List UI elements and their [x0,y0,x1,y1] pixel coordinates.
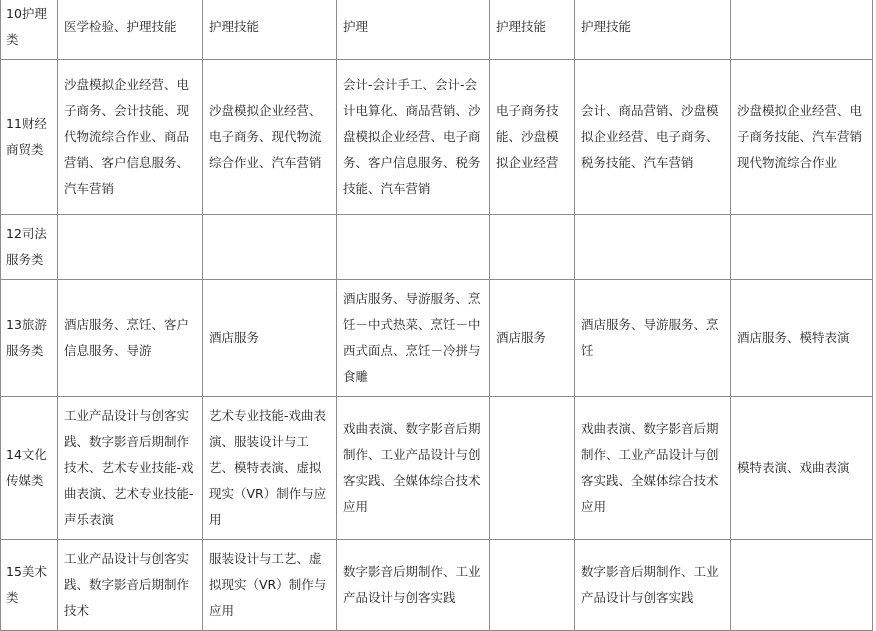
table-cell [203,0,337,60]
table-row-finance-trade [1,60,873,215]
category-label: 12司法服务类 [6,226,47,267]
cell-text: 数字影音后期制作、工业产品设计与创客实践 [581,564,719,605]
table-cell [731,540,873,631]
table-cell [337,540,490,631]
table-cell [337,397,490,540]
category-cell [1,397,58,540]
category-cell [1,280,58,397]
cell-text: 酒店服务 [209,330,260,345]
cell-text: 沙盘模拟企业经营、电子商务技能、汽车营销现代物流综合作业 [737,103,863,170]
cell-text: 艺术专业技能-戏曲表演、服装设计与工艺、模特表演、虚拟现实（VR）制作与应用 [209,408,327,527]
category-cell [1,215,58,280]
table-row-culture-media [1,397,873,540]
table-cell [203,60,337,215]
table-row-tourism-service [1,280,873,397]
table-row-nursing [1,0,873,60]
table-cell [731,280,873,397]
cell-text: 酒店服务、模特表演 [737,330,850,345]
cell-text: 数字影音后期制作、工业产品设计与创客实践 [343,564,481,605]
table-cell [337,280,490,397]
category-cell [1,60,58,215]
cell-text: 会计、商品营销、沙盘模拟企业经营、电子商务、税务技能、汽车营销 [581,103,719,170]
cell-text: 护理 [343,19,369,34]
table-row-fine-arts [1,540,873,631]
cell-text: 戏曲表演、数字影音后期制作、工业产品设计与创客实践、全媒体综合技术应用 [581,421,719,514]
table-cell [203,280,337,397]
table-cell [575,397,731,540]
category-cell [1,0,58,60]
table-row-judicial-service [1,215,873,280]
table-cell [203,397,337,540]
cell-text: 工业产品设计与创客实践、数字影音后期制作技术、艺术专业技能-戏曲表演、艺术专业技能-声乐表演 [64,408,194,527]
table-cell [731,0,873,60]
table-cell [58,540,203,631]
cell-text: 戏曲表演、数字影音后期制作、工业产品设计与创客实践、全媒体综合技术应用 [343,421,481,514]
table-cell [575,60,731,215]
table-cell [337,215,490,280]
table-cell [58,215,203,280]
table-cell [575,280,731,397]
cell-text: 酒店服务、烹饪、客户信息服务、导游 [64,317,190,358]
table-cell [203,540,337,631]
cell-text: 医学检验、护理技能 [64,19,177,34]
table-cell [58,0,203,60]
category-cell [1,540,58,631]
table-cell [58,397,203,540]
table-cell [58,60,203,215]
cell-text: 护理技能 [496,19,547,34]
cell-text: 护理技能 [581,19,632,34]
category-label: 15美术类 [6,564,47,605]
category-label: 14文化传媒类 [6,447,47,488]
table-cell [575,215,731,280]
cell-text: 会计-会计手工、会计-会计电算化、商品营销、沙盘模拟企业经营、电子商务、客户信息服务、税务技能、汽车营销 [343,77,481,196]
table-cell [731,215,873,280]
table-cell [575,0,731,60]
cell-text: 护理技能 [209,19,260,34]
cell-text: 模特表演、戏曲表演 [737,460,850,475]
table-cell [490,397,575,540]
table-cell [490,60,575,215]
table-cell [731,60,873,215]
table-cell [575,540,731,631]
table-cell [490,280,575,397]
table-cell [490,215,575,280]
cell-text: 服装设计与工艺、虚拟现实（VR）制作与应用 [209,551,327,618]
category-label: 11财经商贸类 [6,116,47,157]
table-cell [490,0,575,60]
category-label: 13旅游服务类 [6,317,47,358]
cell-text: 酒店服务 [496,330,547,345]
table-cell [337,0,490,60]
table-cell [58,280,203,397]
cell-text: 沙盘模拟企业经营、电子商务、现代物流综合作业、汽车营销 [209,103,322,170]
cell-text: 酒店服务、导游服务、烹饪 [581,317,719,358]
table-cell [731,397,873,540]
cell-text: 工业产品设计与创客实践、数字影音后期制作技术 [64,551,190,618]
cell-text: 电子商务技能、沙盘模拟企业经营 [496,103,559,170]
table-cell [337,60,490,215]
table-cell [490,540,575,631]
table-cell [203,215,337,280]
category-label: 10护理类 [6,6,47,47]
cell-text: 沙盘模拟企业经营、电子商务、会计技能、现代物流综合作业、商品营销、客户信息服务、汽车营销 [64,77,190,196]
cell-text: 酒店服务、导游服务、烹饪－中式热菜、烹饪－中西式面点、烹饪－冷拼与食雕 [343,291,481,384]
